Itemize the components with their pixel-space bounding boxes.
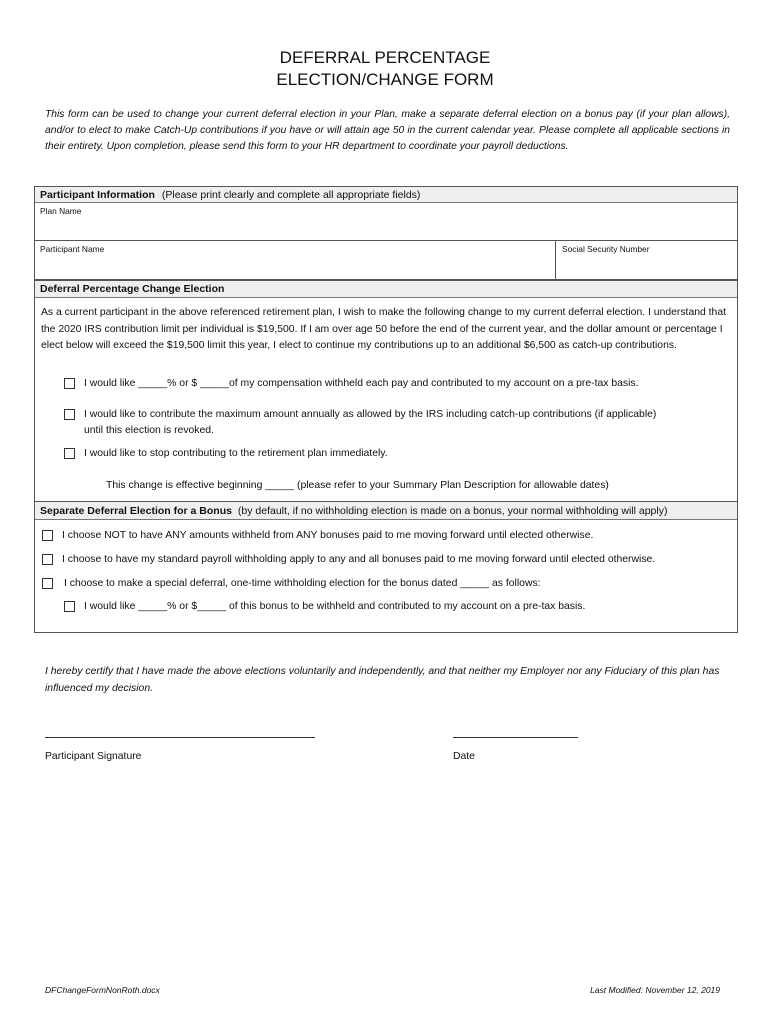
bonus-option2-label: I choose to have my standard payroll withholding apply to any and all bonuses paid to me moving forward until elected otherwise. [62,554,656,565]
participant-information-section [34,186,738,280]
bonus-election-header [35,502,737,520]
footer-last-modified: Last Modified: November 12, 2019 [590,985,720,995]
ssn-field[interactable] [556,241,737,279]
participant-name-field[interactable] [35,241,556,279]
date-label: Date [453,751,475,762]
deferral-option1-label: I would like _____% or $ _____of my compensation withheld each pay and contributed to my account on a pre-tax basis. [84,378,639,389]
form-title-line2: ELECTION/CHANGE FORM [276,70,494,89]
intro-text: This form can be used to change your current deferral election in your Plan, make a separate deferral election on a bonus pay (if your plan allows), and/or to elect to make Catch-Up contributions if you have or will attain age 50 in the current calendar year. Please complete all applicable sections in their entirety. Upon completion, please send this form to your HR department to coordinate your payroll deductions. [45,109,730,152]
deferral-option1-checkbox[interactable] [64,378,75,389]
participant-name-label: Participant Name [40,244,105,254]
bonus-election-title: Separate Deferral Election for a Bonus [40,505,232,517]
bonus-sub-option-checkbox[interactable] [64,601,75,612]
ssn-label: Social Security Number [562,244,650,254]
bonus-election-note: (by default, if no withholding election is made on a bonus, your normal withholding will apply) [237,505,668,517]
signature-line[interactable] [45,737,315,738]
deferral-election-header [35,281,737,298]
effective-date-text: This change is effective beginning _____ (please refer to your Summary Plan Description for allowable dates) [106,480,609,491]
deferral-paragraph: As a current participant in the above referenced retirement plan, I wish to make the following change to my current deferral election. I understand that the 2020 IRS contribution limit per individual is $19,500. If I am over age 50 before the end of the current year, and the dollar amount or percentage I elect below will exceed the $19,500 limit this year, I elect to continue my contributions up to an additional $6,500 as catch-up contributions. [41,307,727,351]
participant-information-note: (Please print clearly and complete all appropriate fields) [161,189,421,201]
participant-information-title: Participant Information [40,189,155,201]
signature-label: Participant Signature [45,751,142,762]
footer-filename: DFChangeFormNonRoth.docx [45,985,160,995]
deferral-election-title: Deferral Percentage Change Election [40,283,225,295]
bonus-option1-checkbox[interactable] [42,530,53,541]
certification-text: I hereby certify that I have made the above elections voluntarily and independently, and that neither my Employer nor any Fiduciary of this plan has influenced my decision. [45,666,720,694]
bonus-option3-label: I choose to make a special deferral, one-time withholding election for the bonus dated _____ as follows: [64,578,541,589]
bonus-election-section [34,501,738,633]
plan-name-label: Plan Name [40,206,82,216]
bonus-sub-option-label: I would like _____% or $_____ of this bonus to be withheld and contributed to my account on a pre-tax basis. [84,601,586,612]
deferral-option2-checkbox[interactable] [64,409,75,420]
deferral-option3-label: I would like to stop contributing to the retirement plan immediately. [84,448,388,459]
participant-information-header [35,187,737,203]
bonus-option2-checkbox[interactable] [42,554,53,565]
form-title-line1: DEFERRAL PERCENTAGE [279,48,491,67]
date-line[interactable] [453,737,578,738]
bonus-option1-label: I choose NOT to have ANY amounts withheld from ANY bonuses paid to me moving forward until elected otherwise. [62,530,594,541]
deferral-option3-checkbox[interactable] [64,448,75,459]
bonus-option3-checkbox[interactable] [42,578,53,589]
deferral-option2-label-line2: until this election is revoked. [84,425,214,436]
plan-name-field[interactable] [35,203,737,241]
deferral-option2-label-line1: I would like to contribute the maximum amount annually as allowed by the IRS including catch-up contributions (if applicable) [84,409,657,420]
